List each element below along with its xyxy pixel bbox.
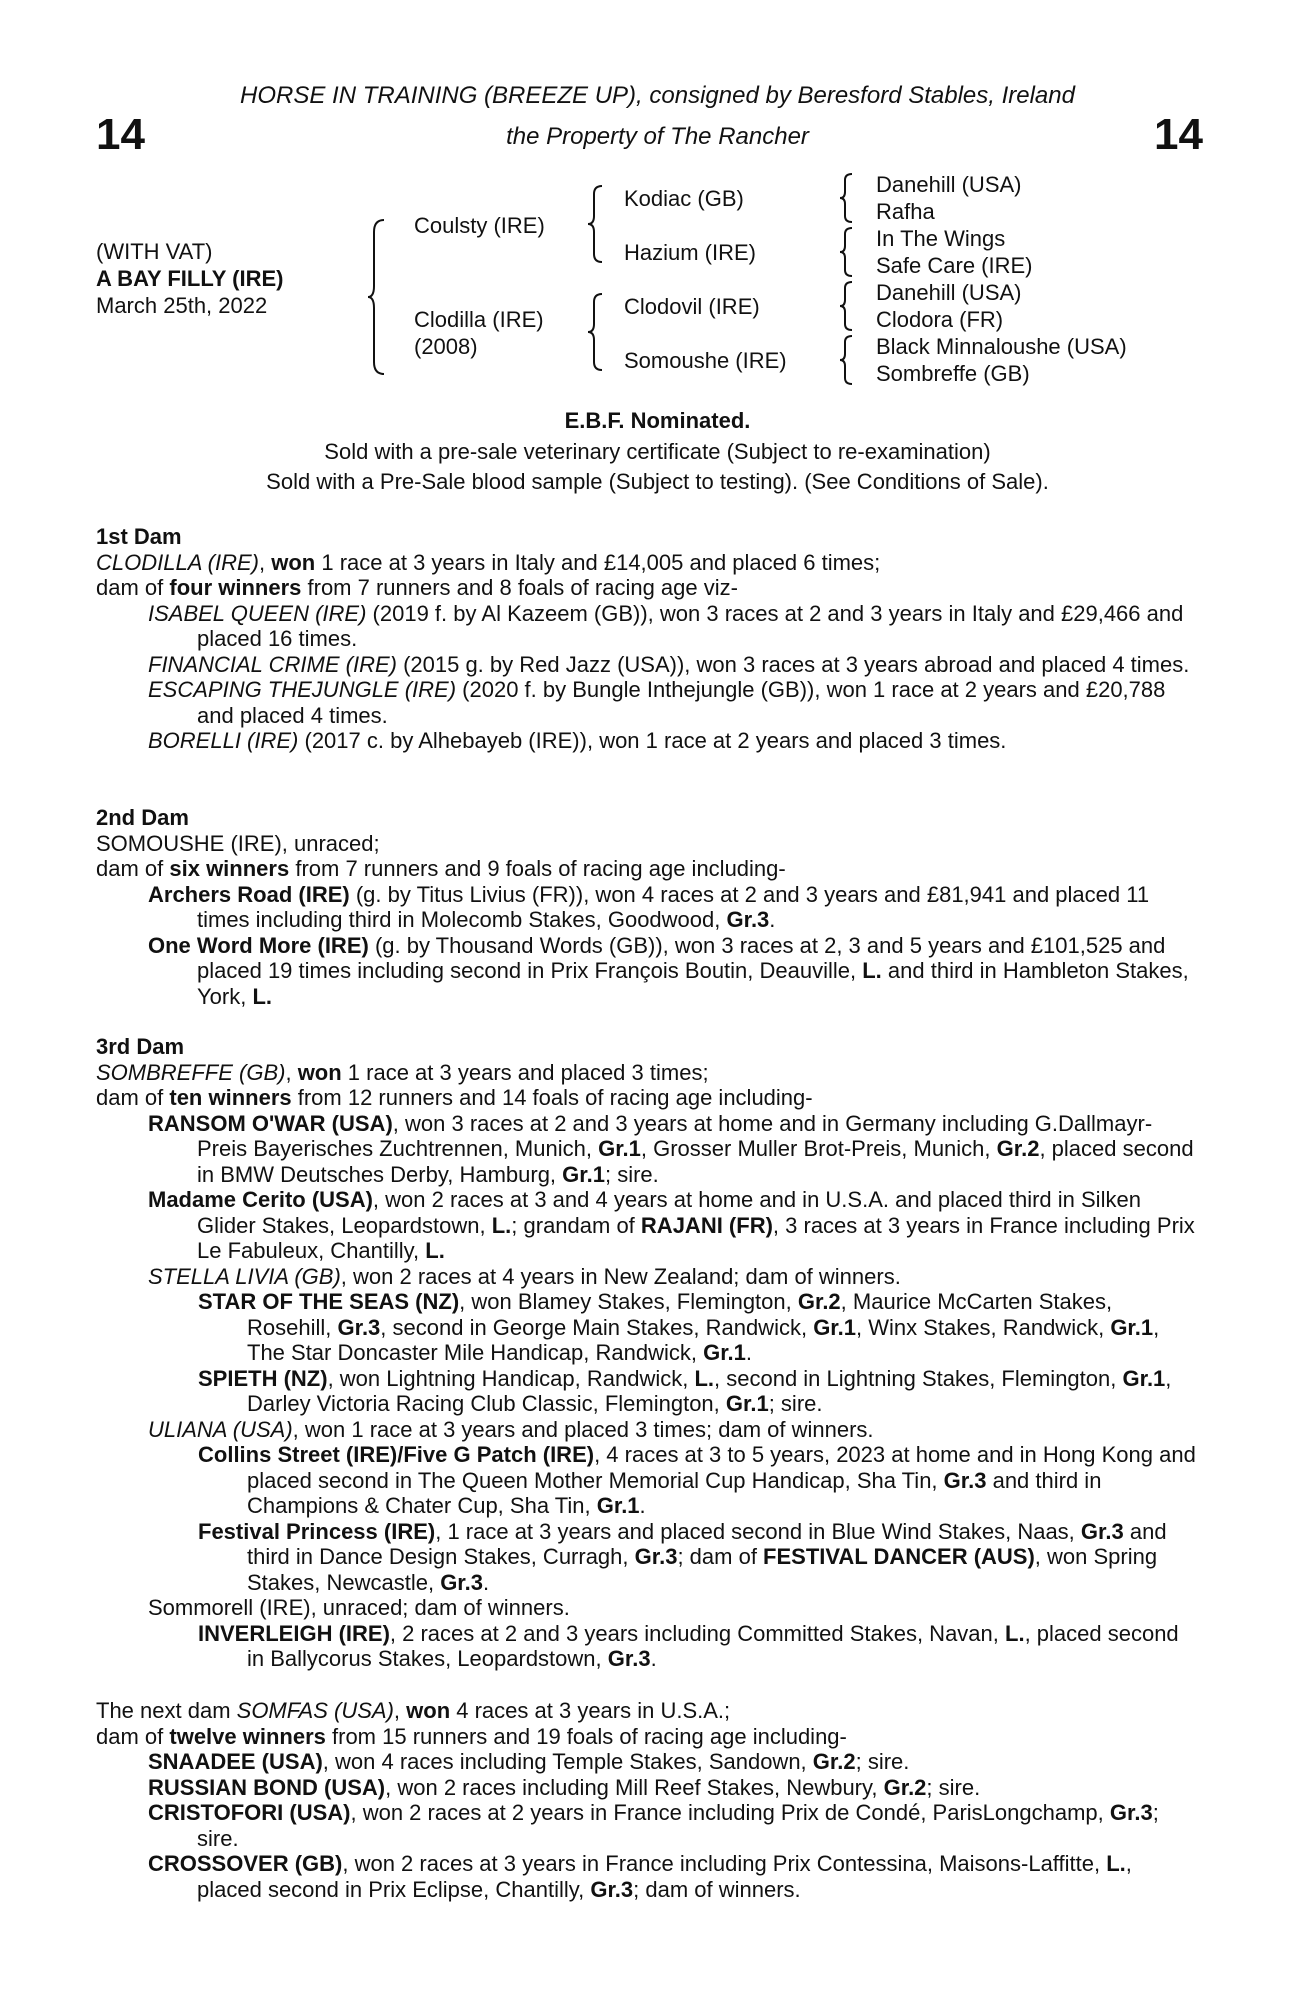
dam-line: SOMOUSHE (IRE), unraced; bbox=[96, 830, 380, 856]
dam-produce-line: dam of ten winners from 12 runners and 14 foals of racing age including- bbox=[96, 1085, 813, 1110]
g4-2: Rafha bbox=[876, 199, 935, 224]
horse-name: A BAY FILLY (IRE) bbox=[96, 266, 284, 291]
dam-year: (2008) bbox=[414, 334, 478, 359]
lot-number-right: 14 bbox=[1154, 110, 1203, 159]
g4-7: Black Minnaloushe (USA) bbox=[876, 334, 1127, 359]
dam-line: CLODILLA (IRE), won 1 race at 3 years in Italy and £14,005 and placed 6 times; bbox=[96, 549, 881, 575]
foaling-date: March 25th, 2022 bbox=[96, 293, 268, 318]
vet-note: Sold with a pre-sale veterinary certificate (Subject to re-examination) bbox=[324, 439, 991, 464]
dam-sire-name: Clodovil (IRE) bbox=[624, 294, 760, 319]
progeny-entry: ISABEL QUEEN (IRE) (2019 f. by Al Kazeem (GB)), won 3 races at 2 and 3 years in Italy and £29,466 and placed 16 times. bbox=[148, 600, 1184, 651]
g4-4: Safe Care (IRE) bbox=[876, 253, 1033, 278]
first-dam-section bbox=[96, 524, 1201, 754]
g4-1: Danehill (USA) bbox=[876, 172, 1022, 197]
pedigree-brace-g3-1 bbox=[838, 172, 856, 224]
section-heading: 3rd Dam bbox=[96, 1034, 185, 1059]
vat-label: (WITH VAT) bbox=[96, 239, 213, 264]
progeny-entry: ESCAPING THEJUNGLE (IRE) (2020 f. by Bungle Inthejungle (GB)), won 1 race at 2 years and £20,788 and placed 4 times. bbox=[148, 677, 1166, 728]
section-heading: 2nd Dam bbox=[96, 805, 189, 830]
pedigree-brace-g3-4 bbox=[838, 334, 856, 386]
grandprogeny-entry: Festival Princess (IRE), 1 race at 3 years and placed second in Blue Wind Stakes, Naas, Gr.3 and third in Dance Design Stakes, Curragh, Gr.3; dam of FESTIVAL DANCER (AUS), won Spring Stakes, Newcastle, Gr.3. bbox=[198, 1518, 1167, 1595]
second-dam-section bbox=[96, 805, 1201, 1009]
progeny-entry: FINANCIAL CRIME (IRE) (2015 g. by Red Jazz (USA)), won 3 races at 3 years abroad and placed 4 times. bbox=[148, 651, 1190, 677]
grandprogeny-entry: SPIETH (NZ), won Lightning Handicap, Randwick, L., second in Lightning Stakes, Flemington, Gr.1, Darley Victoria Racing Club Classic, Flemington, Gr.1; sire. bbox=[198, 1365, 1172, 1416]
section-heading: 1st Dam bbox=[96, 524, 182, 549]
dam-line: The next dam SOMFAS (USA), won 4 races at 3 years in U.S.A.; bbox=[96, 1698, 731, 1723]
consignment-line: HORSE IN TRAINING (BREEZE UP), consigned by Beresford Stables, Ireland bbox=[240, 82, 1075, 109]
g4-8: Sombreffe (GB) bbox=[876, 361, 1030, 386]
sire-name: Coulsty (IRE) bbox=[414, 213, 545, 238]
progeny-entry: RANSOM O'WAR (USA), won 3 races at 2 and 3 years at home and in Germany including G.Dallmayr-Preis Bayerisches Zuchtrennen, Munich, Gr.1, Grosser Muller Brot-Preis, Munich, Gr.2, placed second in BMW Deutsches Derby, Hamburg, Gr.1; sire. bbox=[148, 1110, 1194, 1187]
progeny-entry: Sommorell (IRE), unraced; dam of winners. bbox=[148, 1595, 570, 1620]
pedigree-brace-sire bbox=[586, 184, 608, 264]
pedigree-brace-g3-2 bbox=[838, 226, 856, 278]
progeny-entry: Madame Cerito (USA), won 2 races at 3 and 4 years at home and in U.S.A. and placed third in Silken Glider Stakes, Leopardstown, L.; grandam of RAJANI (FR), 3 races at 3 years in France including Prix Le Fabuleux, Chantilly, L. bbox=[148, 1187, 1195, 1263]
dam-name: Clodilla (IRE) bbox=[414, 307, 544, 332]
pedigree-brace-g3-3 bbox=[838, 280, 856, 332]
progeny-entry: One Word More (IRE) (g. by Thousand Words (GB)), won 3 races at 2, 3 and 5 years and £101,525 and placed 19 times including second in Prix François Boutin, Deauville, L. and third in Hambleton Stakes, York, L. bbox=[148, 932, 1189, 1009]
progeny-entry: CROSSOVER (GB), won 2 races at 3 years in France including Prix Contessina, Maisons-Laffitte, L., placed second in Prix Eclipse, Chantilly, Gr.3; dam of winners. bbox=[148, 1851, 1132, 1902]
dam-produce-line: dam of six winners from 7 runners and 9 foals of racing age including- bbox=[96, 856, 786, 881]
progeny-entry: STELLA LIVIA (GB), won 2 races at 4 years in New Zealand; dam of winners. bbox=[148, 1263, 901, 1289]
pedigree-brace-dam bbox=[586, 292, 608, 372]
dam-produce-line: dam of four winners from 7 runners and 8 foals of racing age viz- bbox=[96, 575, 738, 600]
ebf-note: E.B.F. Nominated. bbox=[564, 408, 751, 433]
dam-line: SOMBREFFE (GB), won 1 race at 3 years and placed 3 times; bbox=[96, 1059, 709, 1085]
g4-5: Danehill (USA) bbox=[876, 280, 1022, 305]
pedigree-brace-main bbox=[366, 218, 390, 376]
progeny-entry: ULIANA (USA), won 1 race at 3 years and placed 3 times; dam of winners. bbox=[148, 1416, 874, 1442]
progeny-entry: SNAADEE (USA), won 4 races including Temple Stakes, Sandown, Gr.2; sire. bbox=[148, 1749, 910, 1774]
dam-produce-line: dam of twelve winners from 15 runners and 19 foals of racing age including- bbox=[96, 1723, 847, 1749]
progeny-entry: RUSSIAN BOND (USA), won 2 races including Mill Reef Stakes, Newbury, Gr.2; sire. bbox=[148, 1774, 981, 1800]
g4-6: Clodora (FR) bbox=[876, 307, 1004, 332]
dam-dam-name: Somoushe (IRE) bbox=[624, 348, 787, 373]
grandprogeny-entry: STAR OF THE SEAS (NZ), won Blamey Stakes, Flemington, Gr.2, Maurice McCarten Stakes, Rosehill, Gr.3, second in George Main Stakes, Randwick, Gr.1, Winx Stakes, Randwick, Gr.1, The Star Doncaster Mile Handicap, Randwick, Gr.1. bbox=[198, 1289, 1160, 1365]
g4-3: In The Wings bbox=[876, 226, 1006, 251]
progeny-entry: CRISTOFORI (USA), won 2 races at 2 years in France including Prix de Condé, ParisLongchamp, Gr.3; sire. bbox=[148, 1800, 1159, 1851]
sire-sire-name: Kodiac (GB) bbox=[624, 186, 744, 211]
progeny-entry: Archers Road (IRE) (g. by Titus Livius (FR)), won 4 races at 2 and 3 years and £81,941 and placed 11 times including third in Molecomb Stakes, Goodwood, Gr.3. bbox=[148, 881, 1150, 932]
grandprogeny-entry: INVERLEIGH (IRE), 2 races at 2 and 3 years including Committed Stakes, Navan, L., placed second in Ballycorus Stakes, Leopardstown, Gr.3. bbox=[198, 1620, 1179, 1671]
lot-number-left: 14 bbox=[96, 110, 145, 159]
sire-dam-name: Hazium (IRE) bbox=[624, 240, 757, 265]
third-dam-section bbox=[96, 1034, 1201, 1672]
property-line: the Property of The Rancher bbox=[506, 123, 809, 150]
next-dam-section bbox=[96, 1698, 1201, 1902]
blood-note: Sold with a Pre-Sale blood sample (Subject to testing). (See Conditions of Sale). bbox=[266, 469, 1049, 494]
progeny-entry: BORELLI (IRE) (2017 c. by Alhebayeb (IRE)), won 1 race at 2 years and placed 3 times. bbox=[148, 728, 1007, 753]
grandprogeny-entry: Collins Street (IRE)/Five G Patch (IRE), 4 races at 3 to 5 years, 2023 at home and in Hong Kong and placed second in The Queen Mother Memorial Cup Handicap, Sha Tin, Gr.3 and third in Champions & Chater Cup, Sha Tin, Gr.1. bbox=[198, 1442, 1196, 1518]
